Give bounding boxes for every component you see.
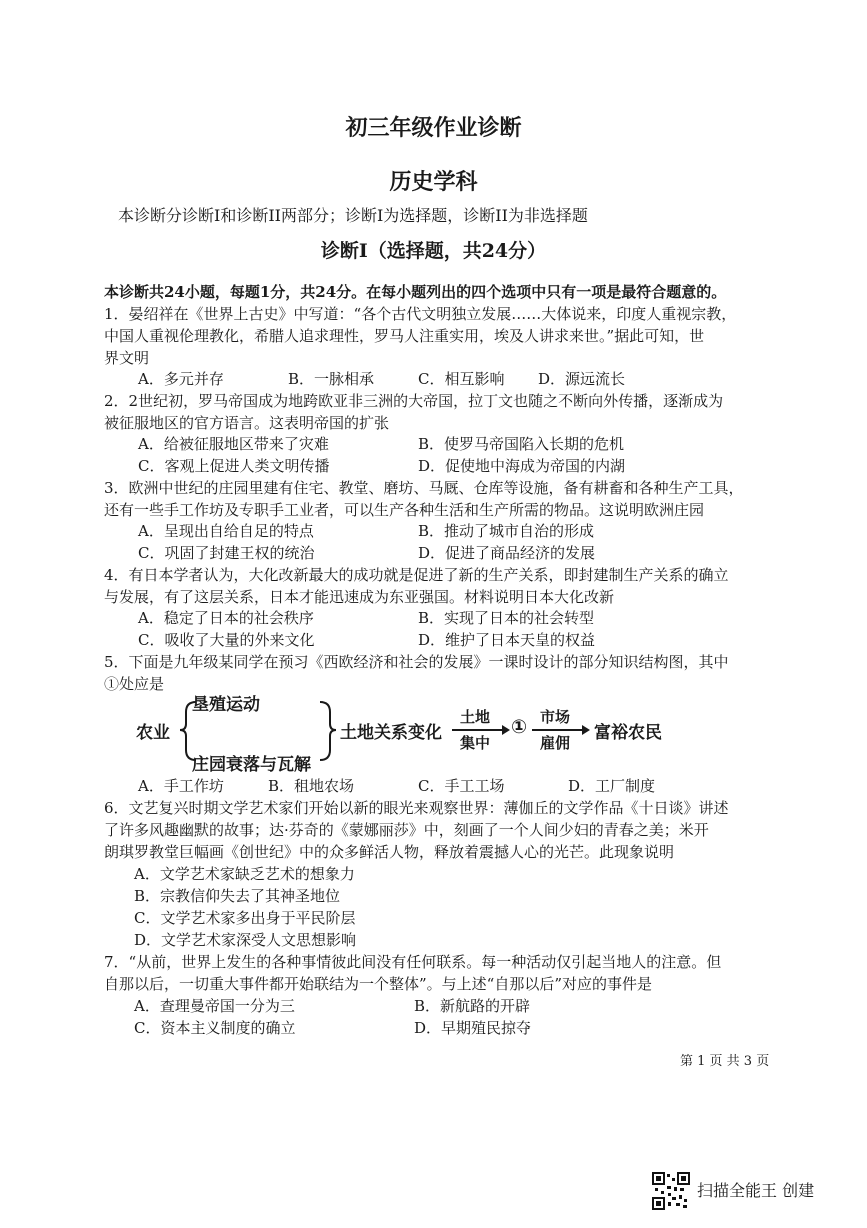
- option-b: B．实现了日本的社会转型: [418, 609, 595, 627]
- option-c: C．文学艺术家多出身于平民阶层: [134, 909, 356, 927]
- question-line: 1．晏绍祥在《世界上古史》中写道：“各个古代文明独立发展……大体说来，印度人重视宗教，: [104, 305, 737, 323]
- option-b: B．使罗马帝国陷入长期的危机: [418, 435, 625, 453]
- diagram-arrow2-top: 市场: [540, 708, 571, 726]
- option-d: D．源远流长: [538, 370, 626, 388]
- option-c: C．资本主义制度的确立: [134, 1019, 296, 1037]
- section-instructions: 本诊断共24小题，每题1分，共24分。在每小题列出的四个选项中只有一项是最符合题意的。: [104, 283, 727, 301]
- intro-text: 本诊断分诊断I和诊断II两部分；诊断I为选择题，诊断II为非选择题: [118, 206, 588, 225]
- option-d: D．工厂制度: [568, 777, 656, 795]
- option-b: B．推动了城市自治的形成: [418, 522, 595, 540]
- question-line: 7．“从前，世界上发生的各种事情彼此间没有任何联系。每一种活动仅引起当地人的注意。但: [104, 953, 722, 971]
- question-line: 朗琪罗教堂巨幅画《创世纪》中的众多鲜活人物，释放着震撼人心的光芒。此现象说明: [104, 843, 675, 861]
- option-b: B．宗教信仰失去了其神圣地位: [134, 887, 341, 905]
- option-a: A．给被征服地区带来了灾难: [138, 435, 329, 453]
- diagram-bottom-branch: 庄园衰落与瓦解: [192, 755, 311, 775]
- question-line: 2．2世纪初，罗马帝国成为地跨欧亚非三洲的大帝国，拉丁文也随之不断向外传播，逐渐成为: [104, 392, 724, 410]
- option-d: D．维护了日本天皇的权益: [418, 631, 596, 649]
- qr-code-icon: [652, 1172, 690, 1210]
- option-b: B．新航路的开辟: [414, 997, 531, 1015]
- subject-title: 历史学科: [389, 169, 478, 195]
- option-a: A．呈现出自给自足的特点: [138, 522, 314, 540]
- option-c: C．巩固了封建王权的统治: [138, 544, 315, 562]
- question-line: 了许多风趣幽默的故事；达·芬奇的《蒙娜丽莎》中，刻画了一个人间少妇的青春之美；米开: [104, 821, 709, 839]
- diagram-result: 富裕农民: [594, 723, 662, 743]
- page-number: 第 1 页 共 3 页: [680, 1054, 770, 1069]
- section-title: 诊断I（选择题，共24分）: [320, 240, 547, 262]
- diagram-arrow2-bottom: 雇佣: [540, 734, 571, 752]
- option-d: D．促进了商品经济的发展: [418, 544, 596, 562]
- diagram-top-branch: 垦殖运动: [192, 695, 260, 715]
- watermark-text: 扫描全能王 创建: [697, 1181, 815, 1200]
- option-b: B．租地农场: [268, 777, 355, 795]
- diagram-arrow1-bottom: 集中: [460, 734, 491, 752]
- option-b: B．一脉相承: [288, 370, 375, 388]
- option-a: A．文学艺术家缺乏艺术的想象力: [134, 865, 355, 883]
- diagram-middle: 土地关系变化: [340, 723, 442, 743]
- option-c: C．客观上促进人类文明传播: [138, 457, 330, 475]
- option-c: C．吸收了大量的外来文化: [138, 631, 315, 649]
- question-line: 界文明: [104, 349, 150, 367]
- diagram-arrow1-top: 土地: [460, 708, 491, 726]
- option-a: A．多元并存: [138, 370, 224, 388]
- option-d: D．早期殖民掠夺: [414, 1019, 532, 1037]
- question-line: 与发展，有了这层关系，日本才能迅速成为东亚强国。材料说明日本大化改新: [104, 588, 615, 606]
- question-line: 5．下面是九年级某同学在预习《西欧经济和社会的发展》一课时设计的部分知识结构图，其中: [104, 653, 729, 671]
- option-d: D．文学艺术家深受人文思想影响: [134, 931, 357, 949]
- question-line: 4．有日本学者认为，大化改新最大的成功就是促进了新的生产关系，即封建制生产关系的确立: [104, 566, 729, 584]
- question-line: 3．欧洲中世纪的庄园里建有住宅、教堂、磨坊、马厩、仓库等设施，备有耕畜和各种生产工具，: [104, 479, 744, 497]
- diagram-agriculture: 农业: [136, 723, 170, 743]
- option-a: A．查理曼帝国一分为三: [134, 997, 295, 1015]
- question-line: 自那以后，一切重大事件都开始联结为一个整体”。与上述“自那以后”对应的事件是: [104, 975, 653, 993]
- diagram-blank-circle: ①: [511, 716, 528, 738]
- question-line: 还有一些手工作坊及专职手工业者，可以生产各种生活和生产所需的物品。这说明欧洲庄园: [104, 501, 705, 519]
- question-line: 中国人重视伦理教化，希腊人追求理性，罗马人注重实用，埃及人讲求来世。”据此可知，世: [104, 327, 705, 345]
- question-line: 6．文艺复兴时期文学艺术家们开始以新的眼光来观察世界：薄伽丘的文学作品《十日谈》讲述: [104, 799, 729, 817]
- option-d: D．促使地中海成为帝国的内湖: [418, 457, 626, 475]
- option-a: A．手工作坊: [138, 777, 224, 795]
- option-a: A．稳定了日本的社会秩序: [138, 609, 314, 627]
- option-c: C．手工工场: [418, 777, 505, 795]
- option-c: C．相互影响: [418, 370, 505, 388]
- document-title: 初三年级作业诊断: [345, 115, 522, 141]
- question-line: ①处应是: [104, 675, 165, 693]
- question-line: 被征服地区的官方语言。这表明帝国的扩张: [104, 414, 390, 432]
